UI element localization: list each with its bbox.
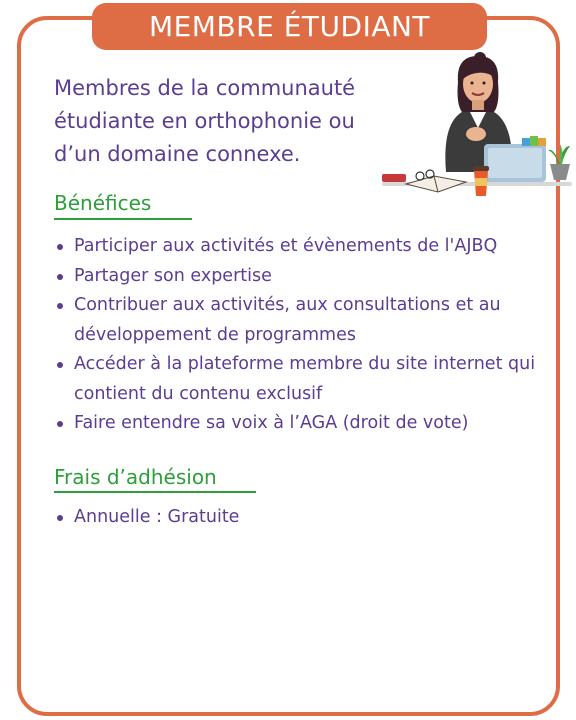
benefit-item: Partager son expertise — [54, 262, 544, 292]
benefit-item: Contribuer aux activités, aux consultations et au développement de programmes — [54, 291, 544, 350]
woman-at-laptop-illustration — [376, 52, 576, 212]
fee-item: Annuelle : Gratuite — [54, 503, 544, 533]
fees-heading-underline — [54, 491, 256, 493]
benefit-item: Participer aux activités et évènements de l'AJBQ — [54, 232, 544, 262]
fees-heading: Frais d’adhésion — [54, 465, 217, 489]
benefits-heading-underline — [54, 218, 192, 220]
benefit-item: Accéder à la plateforme membre du site internet qui contient du contenu exclusif — [54, 350, 544, 409]
benefit-item: Faire entendre sa voix à l’AGA (droit de vote) — [54, 409, 544, 439]
benefits-heading: Bénéfices — [54, 191, 152, 215]
benefits-list — [54, 232, 544, 439]
intro-text: Membres de la communauté étudiante en orthophonie ou d’un domaine connexe. — [54, 76, 356, 166]
card-title-banner: MEMBRE ÉTUDIANT — [92, 3, 487, 50]
fees-list — [54, 503, 544, 533]
